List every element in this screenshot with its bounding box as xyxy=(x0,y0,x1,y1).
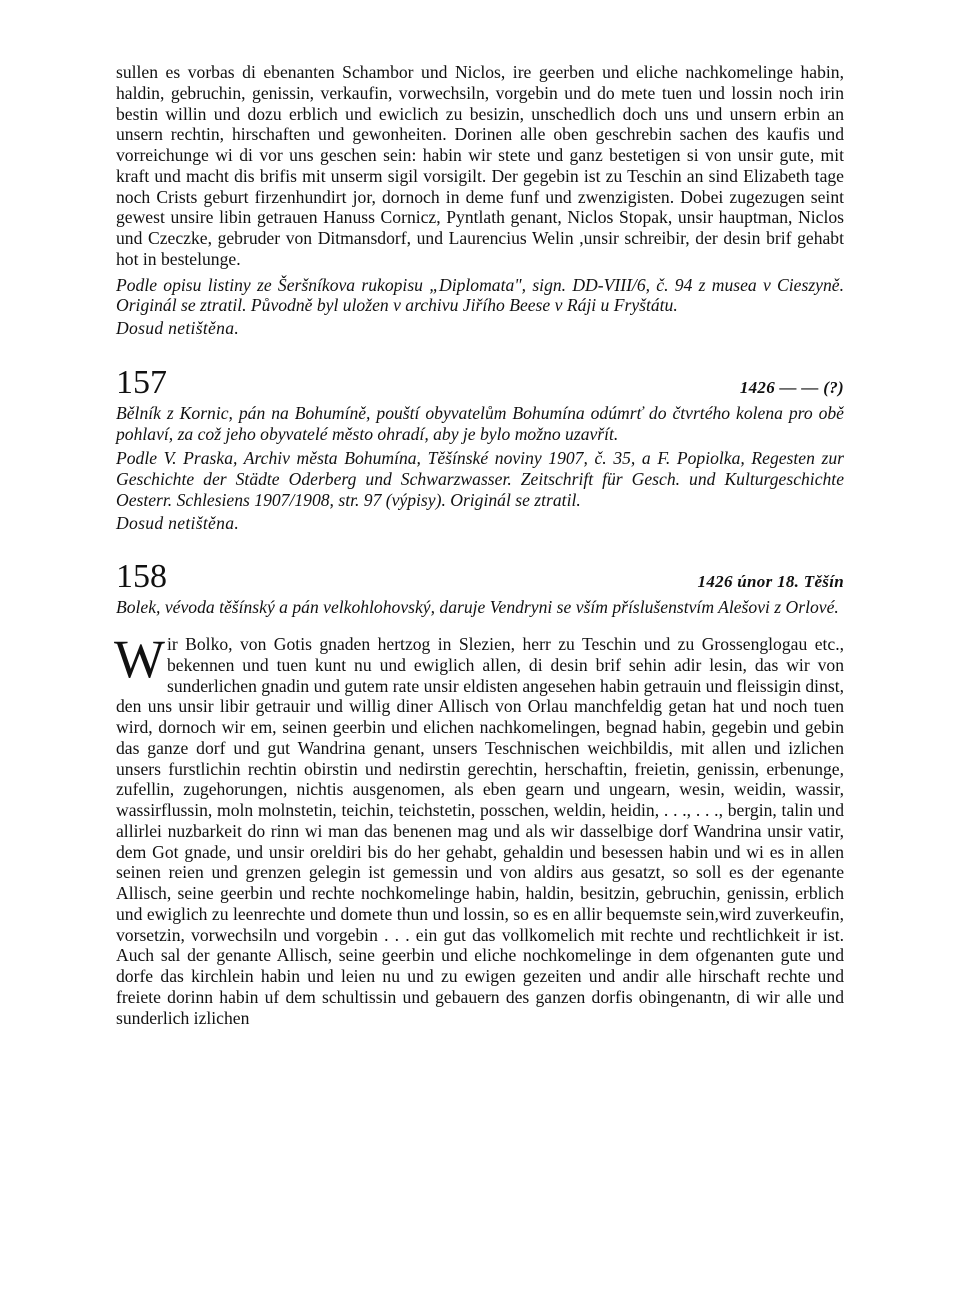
entry-157-publication-status: Dosud netištěna. xyxy=(116,512,240,533)
entry-157-header xyxy=(116,365,844,401)
entry-158-header xyxy=(116,559,844,595)
entry-158-date: 1426 únor 18. Těšín xyxy=(697,572,844,592)
intro-text: sullen es vorbas di ebenanten Schambor und Niclos, ire geerben und eliche nachkomelinge habin, haldin, gebruchin, genissin, verkaufin, vorwechsiln, vorgebin und do mete tuen und lossin noch irin bestin willin und dozu erblich und ewiclich zu besizin, unschedlich doch uns und unsern erbin an unsern rechtin, hirschaften und gewonheiten. Dorinen alle oben geschrebin sachen des kaufis und vorreichunge wi di vor uns geschen sein: habin wir stete und ganz bestetigen si von unsir gute, mit kraft und macht dis brifis mit unserm sigil vorsigilt. Der gegebin ist zu Teschin an sind Elizabeth tage noch Crists geburt firzenhundirt jor, dornoch in deme funf und zwenzigisten. Dobei zugezugen seint gewest unsire libin getrauen Hanuss Cornicz, Pyntlath genant, Niclos Stopak, unsir hauptman, Niclos und Czeczke, gebruder von Ditmansdorf, und Laurencius Welin ,unsir schreibir, der desin brif gehabt hot in bestelunge. xyxy=(116,62,844,269)
entry-157-source-note: Podle V. Praska, Archiv města Bohumína, Těšínské noviny 1907, č. 35, a F. Popiolka, Regesten zur Geschichte der Städte Oderberg und Schwarzwasser. Zeitschrift für Gesch. und Kulturgeschichte Oesterr. Schlesiens 1907/1908, str. 97 (výpisy). Originál se ztratil. xyxy=(116,448,844,510)
entry-157-number: 157 xyxy=(116,363,167,401)
entry-158-charter-text: ir Bolko, von Gotis gnaden hertzog in Slezien, herr zu Teschin und zu Grossenglogau etc., bekennen und tuen kunt nu und ewiglich allen, di desin brif sehin adir lesin, das wir von sunderlichen gnadin und gutem rate unsir eldisten angesehen habin getrauin und fleissigin dinst, den uns unsir libir getrauir und willig diner Allisch von Orlau manchfeldig getan hat und noch tuen wird, dornoch wir em, seinen geerbin und elichen nachkomelingen, begnad habin, gegebin und gebin das ganze dorf und gut Wandrina genant, unsers Teschnischen weichbildis, mit allen und izlichen unsers furstlichin rechtin obirstin und nedirstin gerechtin, herschaftin, freietin, genissin, erbenunge, zufellin, zugehorungen, nichtis ausgenomen, als eben gearn und ungearn, wesin, weidin, wassir, wassirflussin, moln molnstetin, teichin, teichstetin, posschen, weldin, heidin, . . ., . . ., bergin, talin und allirlei nuzbarkeit do rinn wi man das benenen mag und als wir dasselbige dorf Wandrina unsir vatir, dem Got gnade, und unsir oreldiri bis do her gehabt, gehaldin und besessen habin und wi es in allen seinen reien und grenzen gelegin ist gemessin und von aldirs aus gesatzt, so soll es der egenante Allisch, seine geerbin und rechte nochkomelinge habin, haldin, besitzin, gebruchin, genissin, erblich und ewiglich zu leenrechte und domete thun und lossin, so es en allir bequemste sein,wird zuverkeufin, vorsetzin, vorwechsiln und vorgebin . . . ein gut das vollkomelich mit rechte und rechtlichkeit ir ist. Auch sal der genante Allisch, seine geerbin und eliche nochkomelinge in dem ofgenanten gute und dorfe das kirchlein habin und leien nu und zu ewigen gezeiten und andir alle hirschaft rechte und freiete dorinn habin uf dem schultissin und gebauern des ganzen dorfis obingenantn, di wir alle und sunderlich izlichen xyxy=(116,634,844,1028)
intro-publication-status: Dosud netištěna. xyxy=(116,318,240,338)
entry-158-summary: Bolek, vévoda těšínský a pán velkohlohovský, daruje Vendryni se vším příslušenstvím Alešovi z Orlové. xyxy=(116,597,839,618)
entry-157-date: 1426 — — (?) xyxy=(739,377,844,397)
entry-158-number: 158 xyxy=(116,558,167,596)
entry-158-charter xyxy=(114,629,844,1028)
drop-cap-initial: W xyxy=(114,629,165,689)
document-page xyxy=(116,62,844,1028)
entry-157-summary: Bělník z Kornic, pán na Bohumíně, pouští obyvatelům Bohumína odúmrť do čtvrtého kolena pro obě pohlaví, za což jeho obyvatelé město ohradí, aby je bylo možno uzavřít. xyxy=(116,402,844,444)
intro-source-note: Podle opisu listiny ze Šeršníkova rukopisu „Diplomata", sign. DD-VIII/6, č. 94 z musea v Cieszyně. Originál se ztratil. Původně byl uložen v archivu Jiřího Beese v Ráji u Fryštátu. xyxy=(116,274,844,316)
